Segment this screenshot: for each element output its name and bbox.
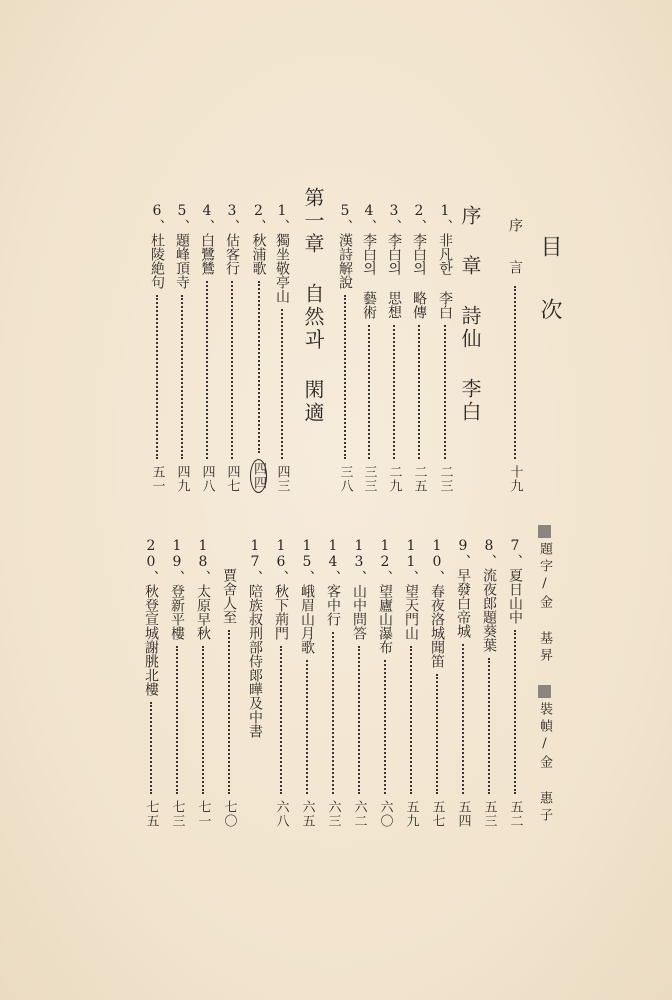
toc-entry: 2、 秋浦歌 四四	[250, 203, 267, 493]
toc-entry: 1、 非凡한 李白 二三	[437, 203, 453, 493]
toc-entry: 13、 山中問答 六二	[351, 538, 367, 828]
entry-page: 十九	[507, 465, 523, 493]
toc-entry: 1、 獨坐敬亭山 四三	[274, 203, 290, 493]
prologue-heading	[458, 205, 482, 424]
toc-entry: 19、 登新平樓 七三	[169, 538, 185, 828]
toc-entry: 11、 望天門山 五九	[403, 538, 419, 828]
toc-entry: 18、 太原早秋 七一	[195, 538, 211, 828]
toc-entry: 4、 李白의 藝術 三三	[361, 203, 377, 493]
square-bullet-icon	[538, 685, 551, 698]
toc-entry: 15、 峨眉山月歌 六五	[299, 538, 315, 828]
toc-entry: 16、 秋下荊門 六八	[273, 538, 289, 828]
design-credit: 裝幀/金 惠子	[538, 685, 551, 825]
toc-entry: 4、 白鷺鷥 四八	[199, 203, 215, 493]
toc-entry: 8、 流夜郎題葵葉 五三	[481, 538, 497, 828]
toc-entry: 9、 早發白帝城 五四	[455, 538, 471, 828]
entry-label: 序 言	[507, 218, 523, 280]
toc-entry: 5、 題峰頂寺 四九	[174, 203, 190, 493]
toc-entry: 賈舍人至 七〇	[221, 568, 237, 828]
toc-entry: 14、 客中行 六三	[325, 538, 341, 828]
toc-entry: 10、 春夜洛城聞笛 五七	[429, 538, 445, 828]
toc-entry: 6、 杜陵絶句 五一	[149, 203, 165, 493]
toc-entry-title-line1: 17、 陪族叔刑部侍郞曄及中書	[247, 538, 263, 738]
toc-entry-preface	[508, 218, 522, 493]
toc-title	[537, 235, 562, 328]
leader-dots	[514, 286, 516, 459]
chapter1-heading	[301, 187, 325, 425]
toc-entry: 12、 望廬山瀑布 六〇	[377, 538, 393, 828]
toc-entry: 2、 李白의 略傳 二五	[411, 203, 427, 493]
toc-entry: 7、 夏日山中 五二	[507, 538, 523, 828]
square-bullet-icon	[538, 525, 551, 538]
toc-entry: 3、 李白의 思想 二九	[386, 203, 402, 493]
calligraphy-credit: 題字/金 基昇	[538, 525, 551, 665]
chapter1-heading-text: 第一章 自然과 閑適	[301, 187, 325, 425]
toc-entry: 20、 秋登宣城謝朓北樓 七五	[143, 538, 159, 828]
toc-entry: 5、 漢詩解說 三八	[337, 203, 353, 493]
prologue-heading-text: 序 章 詩仙 李白	[458, 205, 482, 424]
toc-entry: 3、 估客行 四七	[224, 203, 240, 493]
toc-title-text: 目 次	[537, 235, 562, 328]
